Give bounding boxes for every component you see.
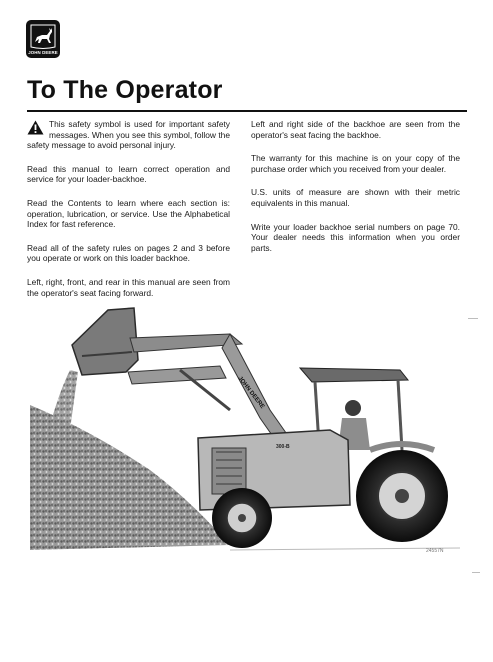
photo-code: 24557N (426, 548, 444, 554)
paragraph: Read the Contents to learn where each section is: operation, lubrication, or service. Use the Alphabetical Index for fast reference. (27, 197, 230, 230)
left-column (27, 119, 230, 311)
page-title: To The Operator (27, 76, 223, 104)
paragraph: Left and right side of the backhoe are seen from the operator's seat facing the backhoe. (251, 119, 460, 140)
john-deere-logo (26, 20, 60, 58)
right-column (251, 119, 460, 266)
scan-mark (468, 318, 478, 319)
paragraph-text: This safety symbol is used for important safety messages. When you see this symbol, follow the safety message to avoid personal injury. (27, 119, 230, 151)
paragraph: Left, right, front, and rear in this manual are seen from the operator's seat facing forward. (27, 276, 230, 298)
safety-symbol-paragraph (27, 119, 230, 151)
paragraph: Write your loader backhoe serial numbers on page 70. Your dealer needs this information when you order parts. (251, 221, 460, 253)
paragraph: Read this manual to learn correct operation and service for your loader-backhoe. (27, 163, 230, 185)
scan-mark (472, 572, 480, 573)
paragraph: The warranty for this machine is on your copy of the purchase order which you received from your dealer. (251, 153, 460, 174)
paragraph: U.S. units of measure are shown with their metric equivalents in this manual. (251, 187, 460, 208)
loader-tractor-photo (30, 300, 460, 558)
safety-alert-icon (27, 120, 44, 135)
title-rule (27, 110, 467, 112)
logo-text: JOHN DEERE (28, 50, 58, 55)
hood-badge: 300-B (276, 444, 290, 450)
boom-lettering: JOHN DEERE (236, 375, 266, 410)
paragraph: Read all of the safety rules on pages 2 and 3 before you operate or work on this loader backhoe. (27, 242, 230, 264)
